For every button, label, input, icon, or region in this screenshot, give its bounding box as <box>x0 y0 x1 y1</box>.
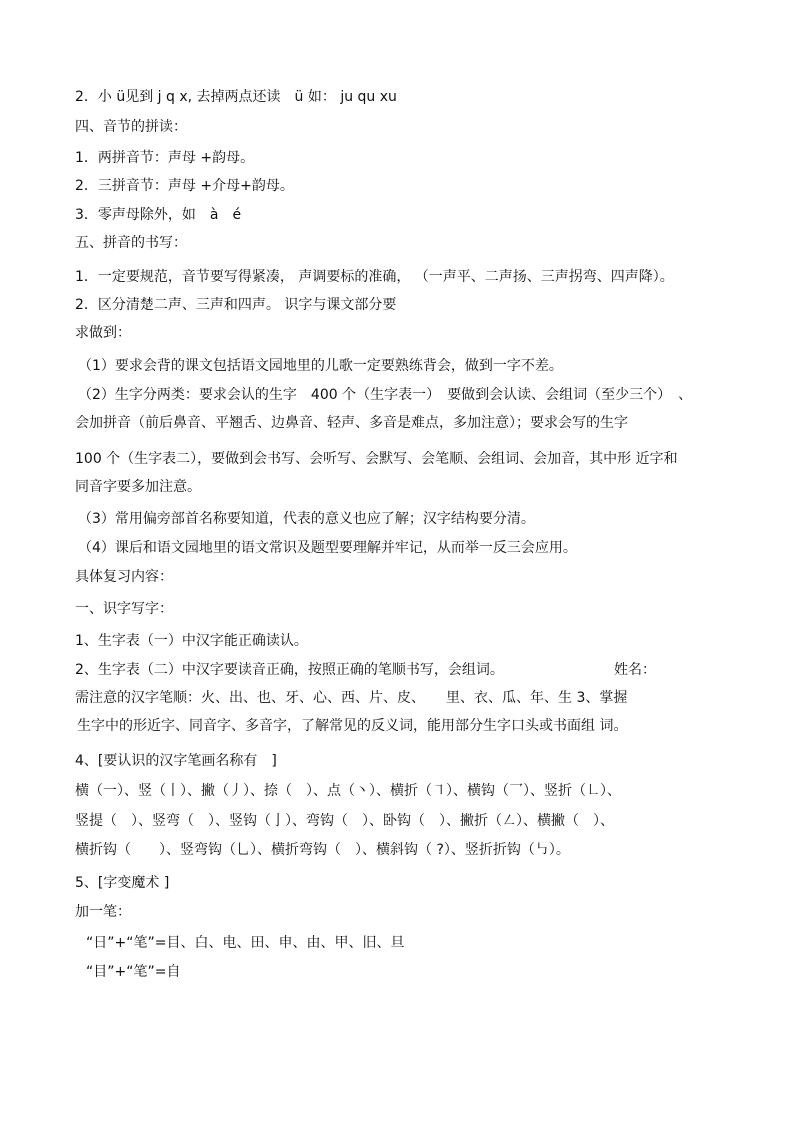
text-line: 生字中的形近字、同音字、多音字，了解常见的反义词，能用部分生字口头或书面组 词。 <box>77 718 628 734</box>
text-line: 需注意的汉字笔顺：火、出、也、牙、心、西、片、皮、 里、衣、瓜、年、生 3、掌握 <box>75 690 628 706</box>
text-line: 100 个（生字表二），要做到会书写、会听写、会默写、会笔顺、会组词、会加音，其中形 近字和 <box>75 451 678 467</box>
requirement-item: （4）课后和语文园地里的语文常识及题型要理解并牢记，从而举一反三会应用。 <box>78 540 577 556</box>
text-line-pinyin-rule: 2．小 ü见到 j q x, 去掉两点还读 ü 如： ju qu xu <box>75 89 397 105</box>
text-line: 会加拼音（前后鼻音、平翘舌、边鼻音、轻声、多音是难点，多加注意）；要求会写的生字 <box>75 415 628 431</box>
text-line: 求做到： <box>75 325 131 341</box>
text-line: 1．一定要规范，音节要写得紧凑， 声调要标的准确， （一声平、二声扬、三声拐弯、四声降）。 <box>75 269 674 285</box>
requirement-item: （2）生字分两类：要求会认的生字 400 个（生字表一） 要做到会认读、会组词（至少三个） 、 <box>78 387 693 403</box>
text-line-strokes-heading: 4、[要认识的汉字笔画名称有 ] <box>75 753 277 769</box>
stroke-names-line: 横折钩（ ）、竖弯钩（乚）、横折弯钩（ ）、横斜钩（ ?）、竖折折钩（㇉）。 <box>75 842 570 858</box>
text-line: 2、生字表（二）中汉字要读音正确，按照正确的笔顺书写，会组词。 <box>75 662 504 678</box>
stroke-names-line: 横（一）、竖（丨）、撇（丿）、捺（ ）、点（丶）、横折（㇕）、横钩（乛）、竖折（㇗）、 <box>75 783 621 799</box>
text-line: 加一笔： <box>75 904 131 920</box>
section-heading-syllable: 四、音节的拼读： <box>75 119 187 135</box>
text-line: 同音字要多加注意。 <box>75 479 201 495</box>
text-line: 1．两拼音节：声母 +韵母。 <box>75 150 255 166</box>
character-magic-line: “目”+“笔”=自 <box>86 964 181 980</box>
text-line: 1、生字表（一）中汉字能正确读认。 <box>75 633 308 649</box>
character-magic-line: “日”+“笔”=目、白、电、田、申、由、甲、旧、旦 <box>86 935 405 951</box>
requirement-item: （3）常用偏旁部首名称要知道，代表的意义也应了解；汉字结构要分清。 <box>78 511 535 527</box>
text-line: 2．三拼音节：声母 +介母+韵母。 <box>75 178 294 194</box>
text-line: 2．区分清楚二声、三声和四声。 识字与课文部分要 <box>75 297 397 313</box>
section-heading-review: 具体复习内容： <box>75 569 173 585</box>
section-heading-literacy: 一、识字写字： <box>75 601 173 617</box>
name-label: 姓名： <box>614 662 656 678</box>
stroke-names-line: 竖提（ ）、竖弯（ ）、竖钩（亅）、弯钩（ ）、卧钩（ ）、撇折（㇜）、横撇（ ）、 <box>75 813 614 829</box>
section-heading-writing: 五、拼音的书写： <box>75 235 187 251</box>
text-line: 3．零声母除外，如 à é <box>75 207 242 223</box>
requirement-item: （1）要求会背的课文包括语文园地里的儿歌一定要熟练背会，做到一字不差。 <box>78 358 563 374</box>
text-line-magic-heading: 5、[字变魔术 ] <box>75 875 170 891</box>
